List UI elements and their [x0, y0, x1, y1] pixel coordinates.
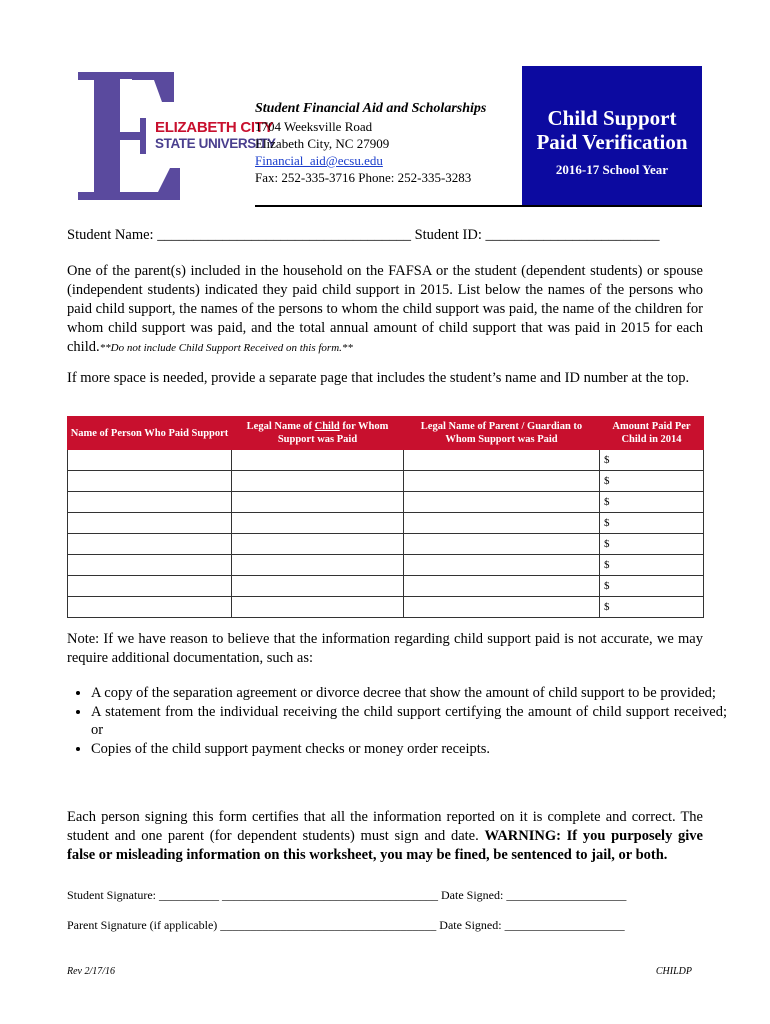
child-name-cell[interactable] [232, 450, 404, 471]
col2-post: for Whom Support was Paid [277, 421, 389, 445]
child-name-cell[interactable] [232, 555, 404, 576]
extra-space-paragraph: If more space is needed, provide a separate page that includes the student’s name and ID number at the top. [67, 370, 690, 386]
payer-name-cell[interactable] [68, 471, 232, 492]
table-row [68, 513, 704, 534]
office-name: Student Financial Aid and Scholarships [255, 101, 487, 116]
address-line2: Elizabeth City, NC 27909 [255, 136, 390, 151]
parent-signature-line[interactable]: Parent Signature (if applicable) ____________________________________ Date Signed: ____________________ [67, 918, 625, 932]
instructions-paragraph [67, 262, 703, 358]
certification-paragraph [67, 808, 703, 865]
table-row [68, 492, 704, 513]
recipient-name-cell[interactable] [404, 576, 600, 597]
col-header-amount: Amount Paid Per Child in 2014 [600, 417, 704, 450]
table-row [68, 597, 704, 618]
table-header-row [68, 417, 704, 450]
payer-name-cell[interactable] [68, 450, 232, 471]
table-row [68, 555, 704, 576]
table-row [68, 576, 704, 597]
student-id-field[interactable]: ________________________ [485, 227, 660, 243]
child-name-cell[interactable] [232, 534, 404, 555]
certification-text: Each person signing this form certifies that all the information reported on it is complete and correct. The student and one parent (for dependent students) must sign and date. [67, 809, 703, 844]
school-year: 2016-17 School Year [555, 162, 669, 177]
child-support-table [67, 416, 704, 618]
payer-name-cell[interactable] [68, 534, 232, 555]
child-name-cell[interactable] [232, 597, 404, 618]
amount-cell[interactable]: $ [600, 597, 704, 618]
table-row [68, 534, 704, 555]
amount-cell[interactable]: $ [600, 576, 704, 597]
payer-name-cell[interactable] [68, 492, 232, 513]
recipient-name-cell[interactable] [404, 534, 600, 555]
documentation-list [67, 684, 727, 758]
list-item: • Copies of the child support payment checks or money order receipts. [91, 740, 727, 759]
logo-line1: ELIZABETH CITY [155, 119, 274, 136]
payer-name-cell[interactable] [68, 576, 232, 597]
child-name-cell[interactable] [232, 576, 404, 597]
amount-cell[interactable]: $ [600, 471, 704, 492]
amount-cell[interactable]: $ [600, 534, 704, 555]
payer-name-cell[interactable] [68, 597, 232, 618]
amount-cell[interactable]: $ [600, 555, 704, 576]
amount-cell[interactable]: $ [600, 492, 704, 513]
table-row [68, 471, 704, 492]
email-link[interactable]: Financial_aid@ecsu.edu [255, 153, 383, 168]
col-header-recipient: Legal Name of Parent / Guardian to Whom Support was Paid [404, 417, 600, 450]
warning-text: WARNING: If you purposely give false or misleading information on this worksheet, you may be fined, be sentenced to jail, or both. [67, 828, 703, 863]
col2-child: Child [314, 421, 340, 432]
col-header-payer: Name of Person Who Paid Support [68, 417, 232, 450]
instructions-text: One of the parent(s) included in the household on the FAFSA or the student (dependent students) or spouse (independent students) indicated they paid child support in 2015. List below the names of the persons who paid child support, the names of the persons to whom the child support was paid, the name of the children for whom child support was paid, and the total annual amount of child support that was paid in 2015 for each child. [67, 263, 703, 355]
payer-name-cell[interactable] [68, 513, 232, 534]
col-header-child [232, 417, 404, 450]
student-signature-line[interactable]: Student Signature: __________ ____________________________________ Date Signed: ____________________ [67, 888, 627, 902]
form-title-box [522, 66, 702, 206]
child-name-cell[interactable] [232, 513, 404, 534]
recipient-name-cell[interactable] [404, 471, 600, 492]
recipient-name-cell[interactable] [404, 492, 600, 513]
student-name-field[interactable]: ___________________________________ [157, 227, 411, 243]
table-row [68, 450, 704, 471]
title-line2: Paid Verification [536, 130, 688, 154]
payer-name-cell[interactable] [68, 555, 232, 576]
note-paragraph: Note: If we have reason to believe that the information regarding child support paid is not accurate, we may require additional documentation, such as: [67, 631, 703, 666]
student-name-label: Student Name: [67, 227, 154, 243]
recipient-name-cell[interactable] [404, 513, 600, 534]
office-info [255, 100, 486, 186]
address-line1: 1704 Weeksville Road [255, 119, 373, 134]
child-name-cell[interactable] [232, 492, 404, 513]
recipient-name-cell[interactable] [404, 597, 600, 618]
recipient-name-cell[interactable] [404, 450, 600, 471]
title-line1: Child Support [547, 106, 677, 130]
col2-pre: Legal Name of [246, 421, 315, 432]
student-id-label: Student ID: [414, 227, 482, 243]
header-divider [255, 205, 702, 207]
revision-date: Rev 2/17/16 [67, 966, 116, 977]
recipient-name-cell[interactable] [404, 555, 600, 576]
amount-cell[interactable]: $ [600, 513, 704, 534]
list-item: • A statement from the individual receiving the child support certifying the amount of child support received; or [91, 703, 727, 740]
logo-line2: STATE UNIVERSITY [155, 136, 276, 151]
student-info-line [67, 226, 703, 245]
fax-phone: Fax: 252-335-3716 Phone: 252-335-3283 [255, 170, 472, 185]
list-item: • A copy of the separation agreement or divorce decree that show the amount of child support to be provided; [91, 684, 727, 703]
instructions-note: **Do not include Child Support Received on this form.** [99, 342, 353, 354]
child-name-cell[interactable] [232, 471, 404, 492]
amount-cell[interactable]: $ [600, 450, 704, 471]
form-code: CHILDP [655, 966, 692, 977]
